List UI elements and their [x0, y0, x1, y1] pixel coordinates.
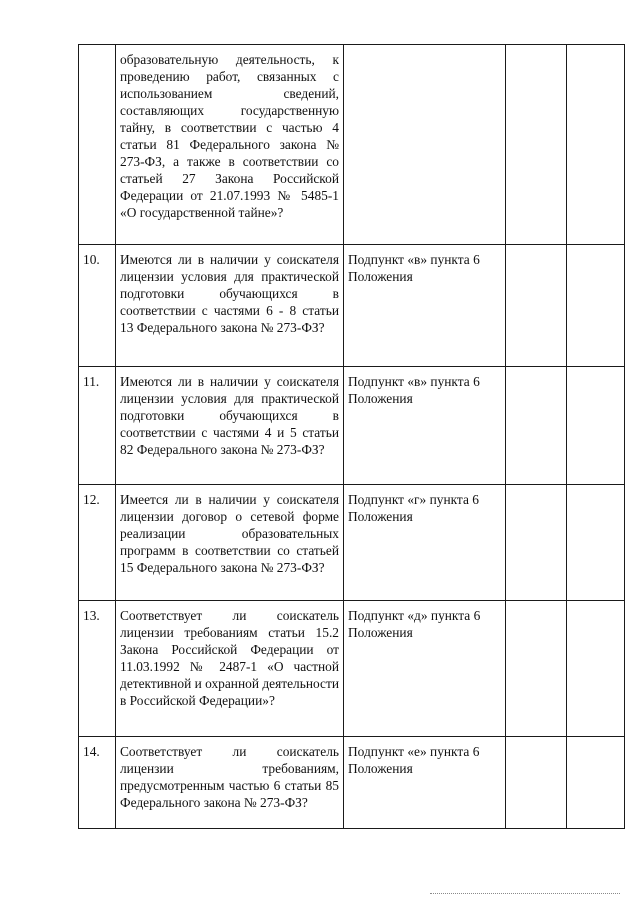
reference-cell: Подпункт «г» пункта 6 Положения	[344, 485, 506, 601]
question-cell: Имеется ли в наличии у соискателя лицензии договор о сетевой форме реализации образовательных программ в соответствии со статьей 15 Федерального закона № 273-ФЗ?	[116, 485, 344, 601]
answer-cell	[506, 45, 567, 245]
question-cell: Соответствует ли соискатель лицензии требованиям статьи 15.2 Закона Российской Федерации от 11.03.1992 № 2487-1 «О частной детективной и охранной деятельности в Российской Федерации»?	[116, 601, 344, 737]
number-cell: 10.	[79, 245, 116, 367]
reference-cell: Подпункт «д» пункта 6 Положения	[344, 601, 506, 737]
table-row-continuation	[79, 45, 625, 245]
note-cell	[567, 601, 625, 737]
note-cell	[567, 485, 625, 601]
checklist-table	[78, 44, 625, 829]
note-cell	[567, 45, 625, 245]
number-cell: 11.	[79, 367, 116, 485]
answer-cell	[506, 601, 567, 737]
question-cell: Соответствует ли соискатель лицензии требованиям, предусмотренным частью 6 статьи 85 Федерального закона № 273-ФЗ?	[116, 737, 344, 829]
number-cell: 13.	[79, 601, 116, 737]
question-cell: образовательную деятельность, к проведению работ, связанных с использованием сведений, составляющих государственную тайну, в соответствии с частью 4 статьи 81 Федерального закона № 273-ФЗ, а также в соответствии со статьей 27 Закона Российской Федерации от 21.07.1993 № 5485-1 «О государственной тайне»?	[116, 45, 344, 245]
table-row	[79, 367, 625, 485]
table-row	[79, 737, 625, 829]
table-row	[79, 601, 625, 737]
table-row	[79, 485, 625, 601]
reference-cell: Подпункт «е» пункта 6 Положения	[344, 737, 506, 829]
number-cell: 12.	[79, 485, 116, 601]
question-cell: Имеются ли в наличии у соискателя лицензии условия для практической подготовки обучающихся в соответствии с частями 6 - 8 статьи 13 Федерального закона № 273-ФЗ?	[116, 245, 344, 367]
reference-cell: Подпункт «в» пункта 6 Положения	[344, 367, 506, 485]
answer-cell	[506, 485, 567, 601]
answer-cell	[506, 245, 567, 367]
note-cell	[567, 737, 625, 829]
note-cell	[567, 367, 625, 485]
note-cell	[567, 245, 625, 367]
scan-artifact-line	[430, 893, 620, 898]
number-cell	[79, 45, 116, 245]
number-cell: 14.	[79, 737, 116, 829]
reference-cell	[344, 45, 506, 245]
question-cell: Имеются ли в наличии у соискателя лицензии условия для практической подготовки обучающихся в соответствии с частями 4 и 5 статьи 82 Федерального закона № 273-ФЗ?	[116, 367, 344, 485]
table-row	[79, 245, 625, 367]
answer-cell	[506, 737, 567, 829]
answer-cell	[506, 367, 567, 485]
reference-cell: Подпункт «в» пункта 6 Положения	[344, 245, 506, 367]
